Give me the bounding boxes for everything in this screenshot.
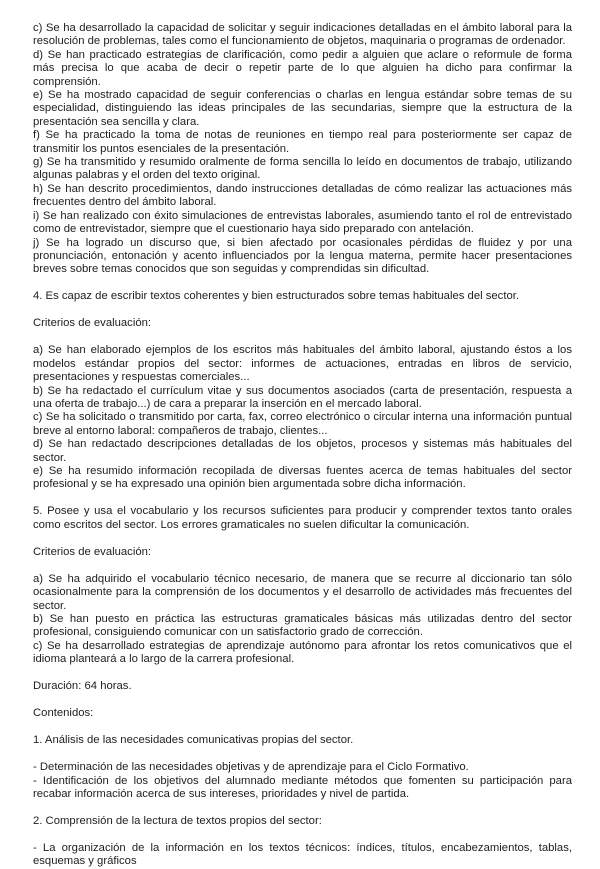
section3-criteria-list bbox=[33, 22, 572, 277]
content-1-item: - Identificación de los objetivos del alumnado mediante métodos que fomenten su participación para recabar información acerca de sus intereses, prioridades y nivel de partida. bbox=[33, 774, 572, 801]
learning-outcome-4: 4. Es capaz de escribir textos coherentes y bien estructurados sobre temas habituales del sector. bbox=[33, 290, 520, 303]
criterion-3c: c) Se ha desarrollado la capacidad de solicitar y seguir indicaciones detalladas en el ámbito laboral para la resolución de problemas, tales como el funcionamiento de objetos, maquinaria o programas de ordenador. bbox=[33, 22, 572, 48]
criterion-3g: g) Se ha transmitido y resumido oralmente de forma sencilla lo leído en documentos de trabajo, utilizando algunas palabras y el orden del texto original. bbox=[33, 156, 572, 182]
criterion-5b: b) Se han puesto en práctica las estructuras gramaticales básicas más utilizadas dentro del sector profesional, consiguiendo comunicar con un satisfactorio grado de corrección. bbox=[33, 613, 572, 639]
criterion-3e: e) Se ha mostrado capacidad de seguir conferencias o charlas en lengua estándar sobre temas de su especialidad, distinguiendo las ideas principales de las secundarias, siempre que la estructura de la presentación sea sencilla y clara. bbox=[33, 89, 572, 128]
criterion-4d: d) Se han redactado descripciones detalladas de los objetos, procesos y sistemas más habituales del sector. bbox=[33, 438, 572, 464]
criterion-3j: j) Se ha logrado un discurso que, si bien afectado por ocasionales pérdidas de fluidez y por una pronunciación, entonación y acento influenciados por la lengua materna, permite hacer presentaciones breves sobre temas conocidos que son seguidas y comprendidas sin dificultad. bbox=[33, 236, 572, 276]
criterion-4c: c) Se ha solicitado o transmitido por carta, fax, correo electrónico o circular interna una información puntual breve al entorno laboral: compañeros de trabajo, clientes... bbox=[33, 411, 572, 437]
learning-outcome-5: 5. Posee y usa el vocabulario y los recursos suficientes para producir y comprender textos tanto orales como escritos del sector. Los errores gramaticales no suelen dificultar la comunicación. bbox=[33, 505, 572, 531]
section4-criteria-list bbox=[33, 344, 572, 491]
criterion-4b: b) Se ha redactado el currículum vitae y sus documentos asociados (carta de presentación, respuesta a una oferta de trabajo...) de cara a preparar la inserción en el mercado laboral. bbox=[33, 384, 572, 410]
criterion-5a: a) Se ha adquirido el vocabulario técnico necesario, de manera que se recurre al diccionario tan sólo ocasionalmente para la comprensión de los documentos y el desarrollo de actividades más frecuentes del sector. bbox=[33, 572, 572, 612]
content-1-item: - Determinación de las necesidades objetivas y de aprendizaje para el Ciclo Formativo. bbox=[33, 761, 469, 774]
document-page bbox=[33, 22, 572, 869]
criterion-5c: c) Se ha desarrollado estrategias de aprendizaje autónomo para afrontar los retos comunicativos que el idioma planteará a lo largo de la carrera profesional. bbox=[33, 639, 572, 666]
content-2-title: 2. Comprensión de la lectura de textos propios del sector: bbox=[33, 815, 322, 828]
criterion-4a: a) Se han elaborado ejemplos de los escritos más habituales del ámbito laboral, ajustando éstos a los modelos estándar propios del sector: informes de actuaciones, entradas en libros de servicio, presentaciones y respuestas comerciales... bbox=[33, 344, 572, 384]
criteria-heading-5: Criterios de evaluación: bbox=[33, 545, 152, 558]
criterion-3f: f) Se ha practicado la toma de notas de reuniones en tiempo real para posteriormente ser capaz de transmitir los puntos esenciales de la presentación. bbox=[33, 129, 572, 155]
criterion-3d: d) Se han practicado estrategias de clarificación, como pedir a alguien que aclare o reformule de forma más precisa lo que acaba de decir o repetir parte de lo que alguien ha dicho para confirmar la comprensión. bbox=[33, 48, 572, 88]
content-1-list bbox=[33, 761, 572, 801]
criterion-3h: h) Se han descrito procedimientos, dando instrucciones detalladas de cómo realizar las actuaciones más frecuentes dentro del ámbito laboral. bbox=[33, 182, 572, 209]
content-2-item: - La organización de la información en los textos técnicos: índices, títulos, encabezamientos, tablas, esquemas y gráficos bbox=[33, 842, 572, 868]
content-1-title: 1. Análisis de las necesidades comunicativas propias del sector. bbox=[33, 734, 354, 747]
criterion-4e: e) Se ha resumido información recopilada de diversas fuentes acerca de temas habituales del sector profesional y se ha expresado una opinión bien argumentada sobre dicha información. bbox=[33, 464, 572, 491]
duration: Duración: 64 horas. bbox=[33, 680, 132, 693]
section5-criteria-list bbox=[33, 573, 572, 667]
criterion-3i: i) Se han realizado con éxito simulaciones de entrevistas laborales, asumiendo tanto el rol de entrevistado como de entrevistador, siempre que el cuestionario haya sido preparado con antelación. bbox=[33, 209, 572, 236]
content-2-list bbox=[33, 842, 572, 869]
contents-heading: Contenidos: bbox=[33, 707, 94, 720]
criteria-heading-4: Criterios de evaluación: bbox=[33, 317, 152, 330]
